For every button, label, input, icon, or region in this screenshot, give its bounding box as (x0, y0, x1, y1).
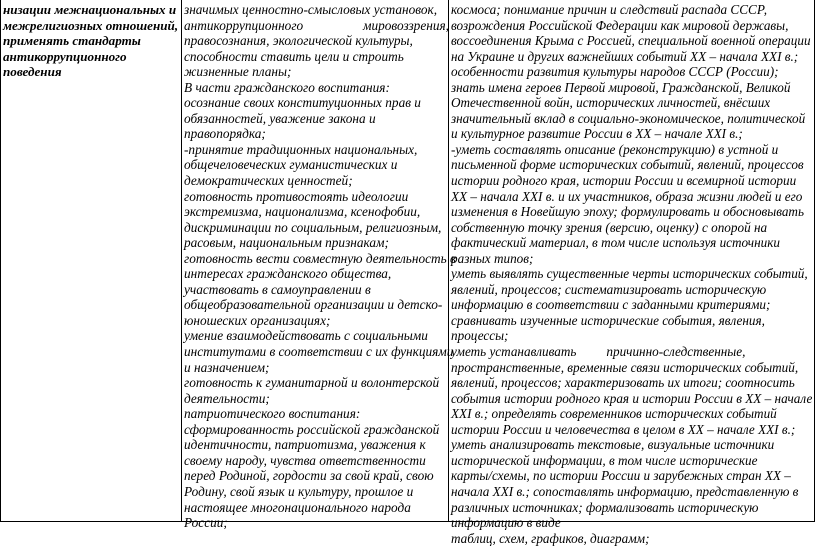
text-line: общеобразовательной организации и детско- (184, 297, 443, 313)
text-line: юношеских организациях; (184, 312, 331, 328)
table-border-left (0, 0, 1, 522)
text-line (451, 344, 806, 360)
text-line: настоящее многонационального народа (184, 499, 411, 515)
text-line: начала XXI в.; сопоставлять информацию, представленную в (451, 483, 799, 499)
text-line: исторической информации, в том числе исторические (451, 452, 758, 468)
text-line: своему народу, чувства ответственности (184, 452, 426, 468)
text-line: жизненные планы; (184, 64, 292, 80)
text-line: сформированность российской гражданской (184, 421, 440, 437)
text-segment: мировоззрения, (362, 17, 449, 33)
text-line: события истории родного края и истории России в XX – начале (451, 390, 813, 406)
text-line: истории родного края, истории России и всемирной истории (451, 173, 797, 189)
text-line: особенности развития культуры народов СССР (России); (451, 64, 779, 80)
text-line: низации межнациональных и (3, 2, 177, 17)
text-line: значительный вклад в социально-экономическое, политической (451, 110, 806, 126)
text-line: экстремизма, национализма, ксенофобии, (184, 204, 421, 220)
text-line: способности ставить цели и строить (184, 48, 404, 64)
text-line: карты/схемы, по истории России и зарубежных стран XX – (451, 468, 791, 484)
text-line: различных источниках; формализовать историческую (451, 499, 759, 515)
text-line: уметь анализировать текстовые, визуальные источники (451, 437, 775, 453)
text-line: и назначением; (184, 359, 270, 375)
text-line: явлений, процессов; характеризовать их итоги; соотносить (451, 375, 795, 391)
text-line: готовность противостоять идеологии (184, 188, 409, 204)
text-line: XX – начала XXI в. и их участников, образа жизни людей и его (451, 188, 803, 204)
text-line: -принятие традиционных национальных, (184, 141, 418, 157)
text-line: XXI в.; определять современников исторических событий (451, 406, 777, 422)
competency-column (3, 2, 178, 80)
text-line: деятельности; (184, 390, 270, 406)
text-line: процессы; (451, 328, 509, 344)
text-segment: антикоррупционного (184, 17, 304, 33)
column-divider-1 (181, 0, 182, 522)
text-line: изменения в Новейшую эпоху; формулировать и обосновывать (451, 204, 804, 220)
text-line: перед Родиной, гордости за свой край, свою (184, 468, 434, 484)
text-line: дискриминации по социальным, религиозным, (184, 219, 442, 235)
text-line: информацию в виде (451, 515, 561, 531)
text-line: воссоединения Крыма с Россией, специальной военной операции (451, 33, 811, 49)
text-line: интересах гражданского общества, (184, 266, 392, 282)
subject-results-column (451, 2, 812, 546)
text-line: институтами в соответствии с их функциями (184, 344, 454, 360)
text-line: информацию в соответствии с заданными критериями; (451, 297, 771, 313)
text-line: и культурное развитие России в XX – начале XXI в.; (451, 126, 743, 142)
text-line: патриотического воспитания: (184, 406, 361, 422)
text-line: общечеловеческих гуманистических и (184, 157, 398, 173)
text-line: знать имена героев Первой мировой, Гражданской, Великой (451, 79, 791, 95)
text-line: демократических ценностей; (184, 173, 353, 189)
text-line: поведения (3, 64, 62, 80)
text-line: участвовать в самоуправлении в (184, 281, 371, 297)
text-line: правопорядка; (184, 126, 266, 142)
text-line: осознание своих конституционных прав и (184, 95, 421, 111)
text-line: умение взаимодействовать с социальными (184, 328, 428, 344)
text-line: письменной форме исторических событий, явлений, процессов (451, 157, 804, 173)
text-line: идентичности, патриотизма, уважения к (184, 437, 426, 453)
text-segment: причинно-следственные, (606, 344, 746, 360)
text-line: космоса; понимание причин и следствий распада СССР, (451, 2, 768, 17)
text-line: сравнивать изученные исторические события, явления, (451, 312, 765, 328)
text-line: разных типов; (451, 250, 534, 266)
text-line: России; (184, 515, 228, 531)
text-line: -уметь составлять описание (реконструкцию) в устной и (451, 141, 779, 157)
text-line: явлений, процессов; систематизировать историческую (451, 281, 767, 297)
text-line: антикоррупционного (3, 48, 127, 64)
text-segment: уметь устанавливать (451, 344, 577, 360)
text-line: Отечественной войн, исторических личностей, внёсших (451, 95, 771, 111)
table-border-right (814, 0, 815, 522)
text-line: истории России и человечества в целом в XX – начале XXI в.; (451, 421, 796, 437)
text-line: уметь выявлять существенные черты исторических событий, (451, 266, 808, 282)
text-line: на Украине и других важнейших событий XX – начала XXI в.; (451, 48, 799, 64)
text-line: значимых ценностно-смысловых установок, (184, 2, 438, 17)
text-line: обязанностей, уважение закона и (184, 110, 376, 126)
text-line: готовность вести совместную деятельность в (184, 250, 456, 266)
text-line: расовым, национальным признакам; (184, 235, 389, 251)
text-line: возрождения Российской Федерации как мировой державы, (451, 17, 789, 33)
text-line: межрелигиозных отношений, (3, 17, 179, 33)
text-line: собственную точку зрения (версию, оценку) с опорой на (451, 219, 768, 235)
text-line: В части гражданского воспитания: (184, 79, 390, 95)
text-line: пространственные, временные связи исторических событий, (451, 359, 799, 375)
text-line: Родину, свой язык и культуру, прошлое и (184, 483, 414, 499)
text-line: правосознания, экологической культуры, (184, 33, 413, 49)
text-line (184, 18, 449, 34)
text-line: фактический материал, в том числе используя источники (451, 235, 780, 251)
text-line: применять стандарты (3, 33, 141, 49)
text-line: готовность к гуманитарной и волонтерской (184, 375, 440, 391)
personal-results-column (184, 2, 456, 531)
text-line: таблиц, схем, графиков, диаграмм; (451, 530, 650, 546)
